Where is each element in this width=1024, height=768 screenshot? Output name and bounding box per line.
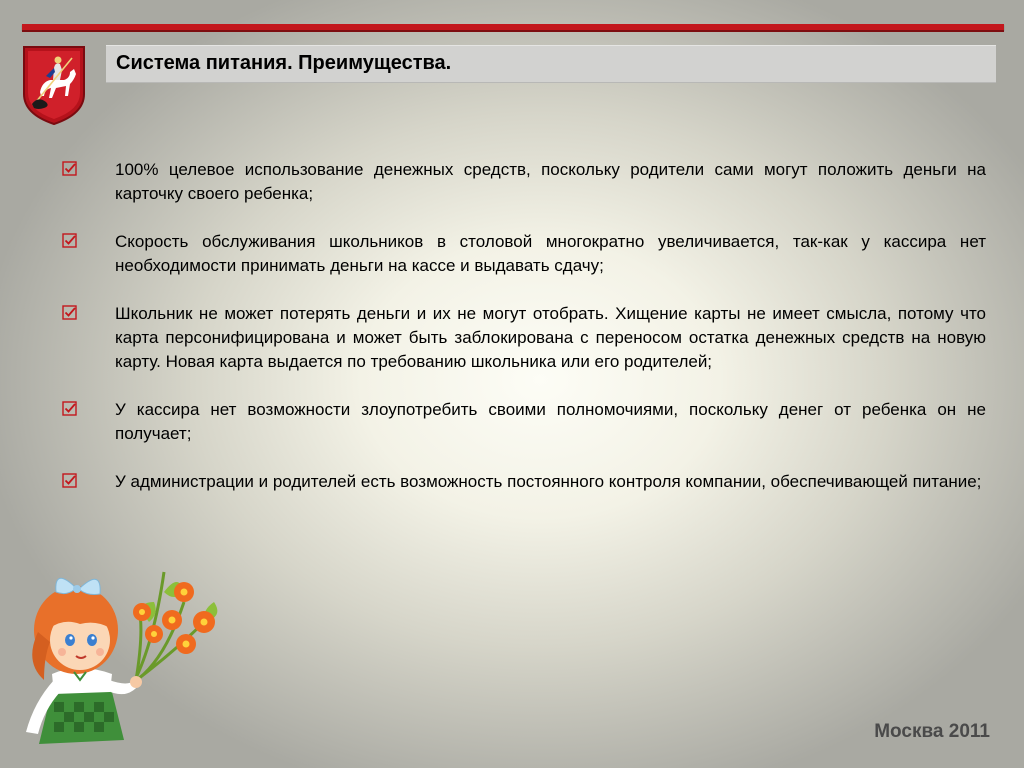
checkbox-checked-icon [62, 233, 78, 249]
list-item-text: У кассира нет возможности злоупотребить своими полномочиями, поскольку денег от ребенка он не получает; [115, 400, 986, 443]
checkbox-checked-icon [62, 473, 78, 489]
list-item-text: Школьник не может потерять деньги и их не могут отобрать. Хищение карты не имеет смысла, потому что карта персонифицирована и может быть заблокирована с переносом остатка денежных средств на новую карту. Новая карта выдается по требованию школьника или его родителей; [115, 304, 986, 371]
top-red-rule [22, 24, 1004, 30]
list-item [62, 302, 986, 374]
list-item [62, 230, 986, 278]
moscow-coat-of-arms-icon [20, 44, 88, 126]
title-bar [106, 45, 996, 83]
checkbox-checked-icon [62, 305, 78, 321]
list-item-text: 100% целевое использование денежных средств, поскольку родители сами могут положить деньги на карточку своего ребенка; [115, 160, 986, 203]
list-item [62, 470, 986, 494]
list-item-text: У администрации и родителей есть возможность постоянного контроля компании, обеспечивающей питание; [115, 472, 982, 491]
checkbox-checked-icon [62, 161, 78, 177]
advantages-list [62, 158, 986, 518]
slide-title: Система питания. Преимущества. [116, 52, 452, 74]
footer-city-year: Москва 2011 [874, 721, 990, 742]
girl-with-flowers-illustration [14, 562, 244, 752]
list-item [62, 398, 986, 446]
list-item [62, 158, 986, 206]
checkbox-checked-icon [62, 401, 78, 417]
list-item-text: Скорость обслуживания школьников в столовой многократно увеличивается, так-как у кассира нет необходимости принимать деньги на кассе и выдавать сдачу; [115, 232, 986, 275]
